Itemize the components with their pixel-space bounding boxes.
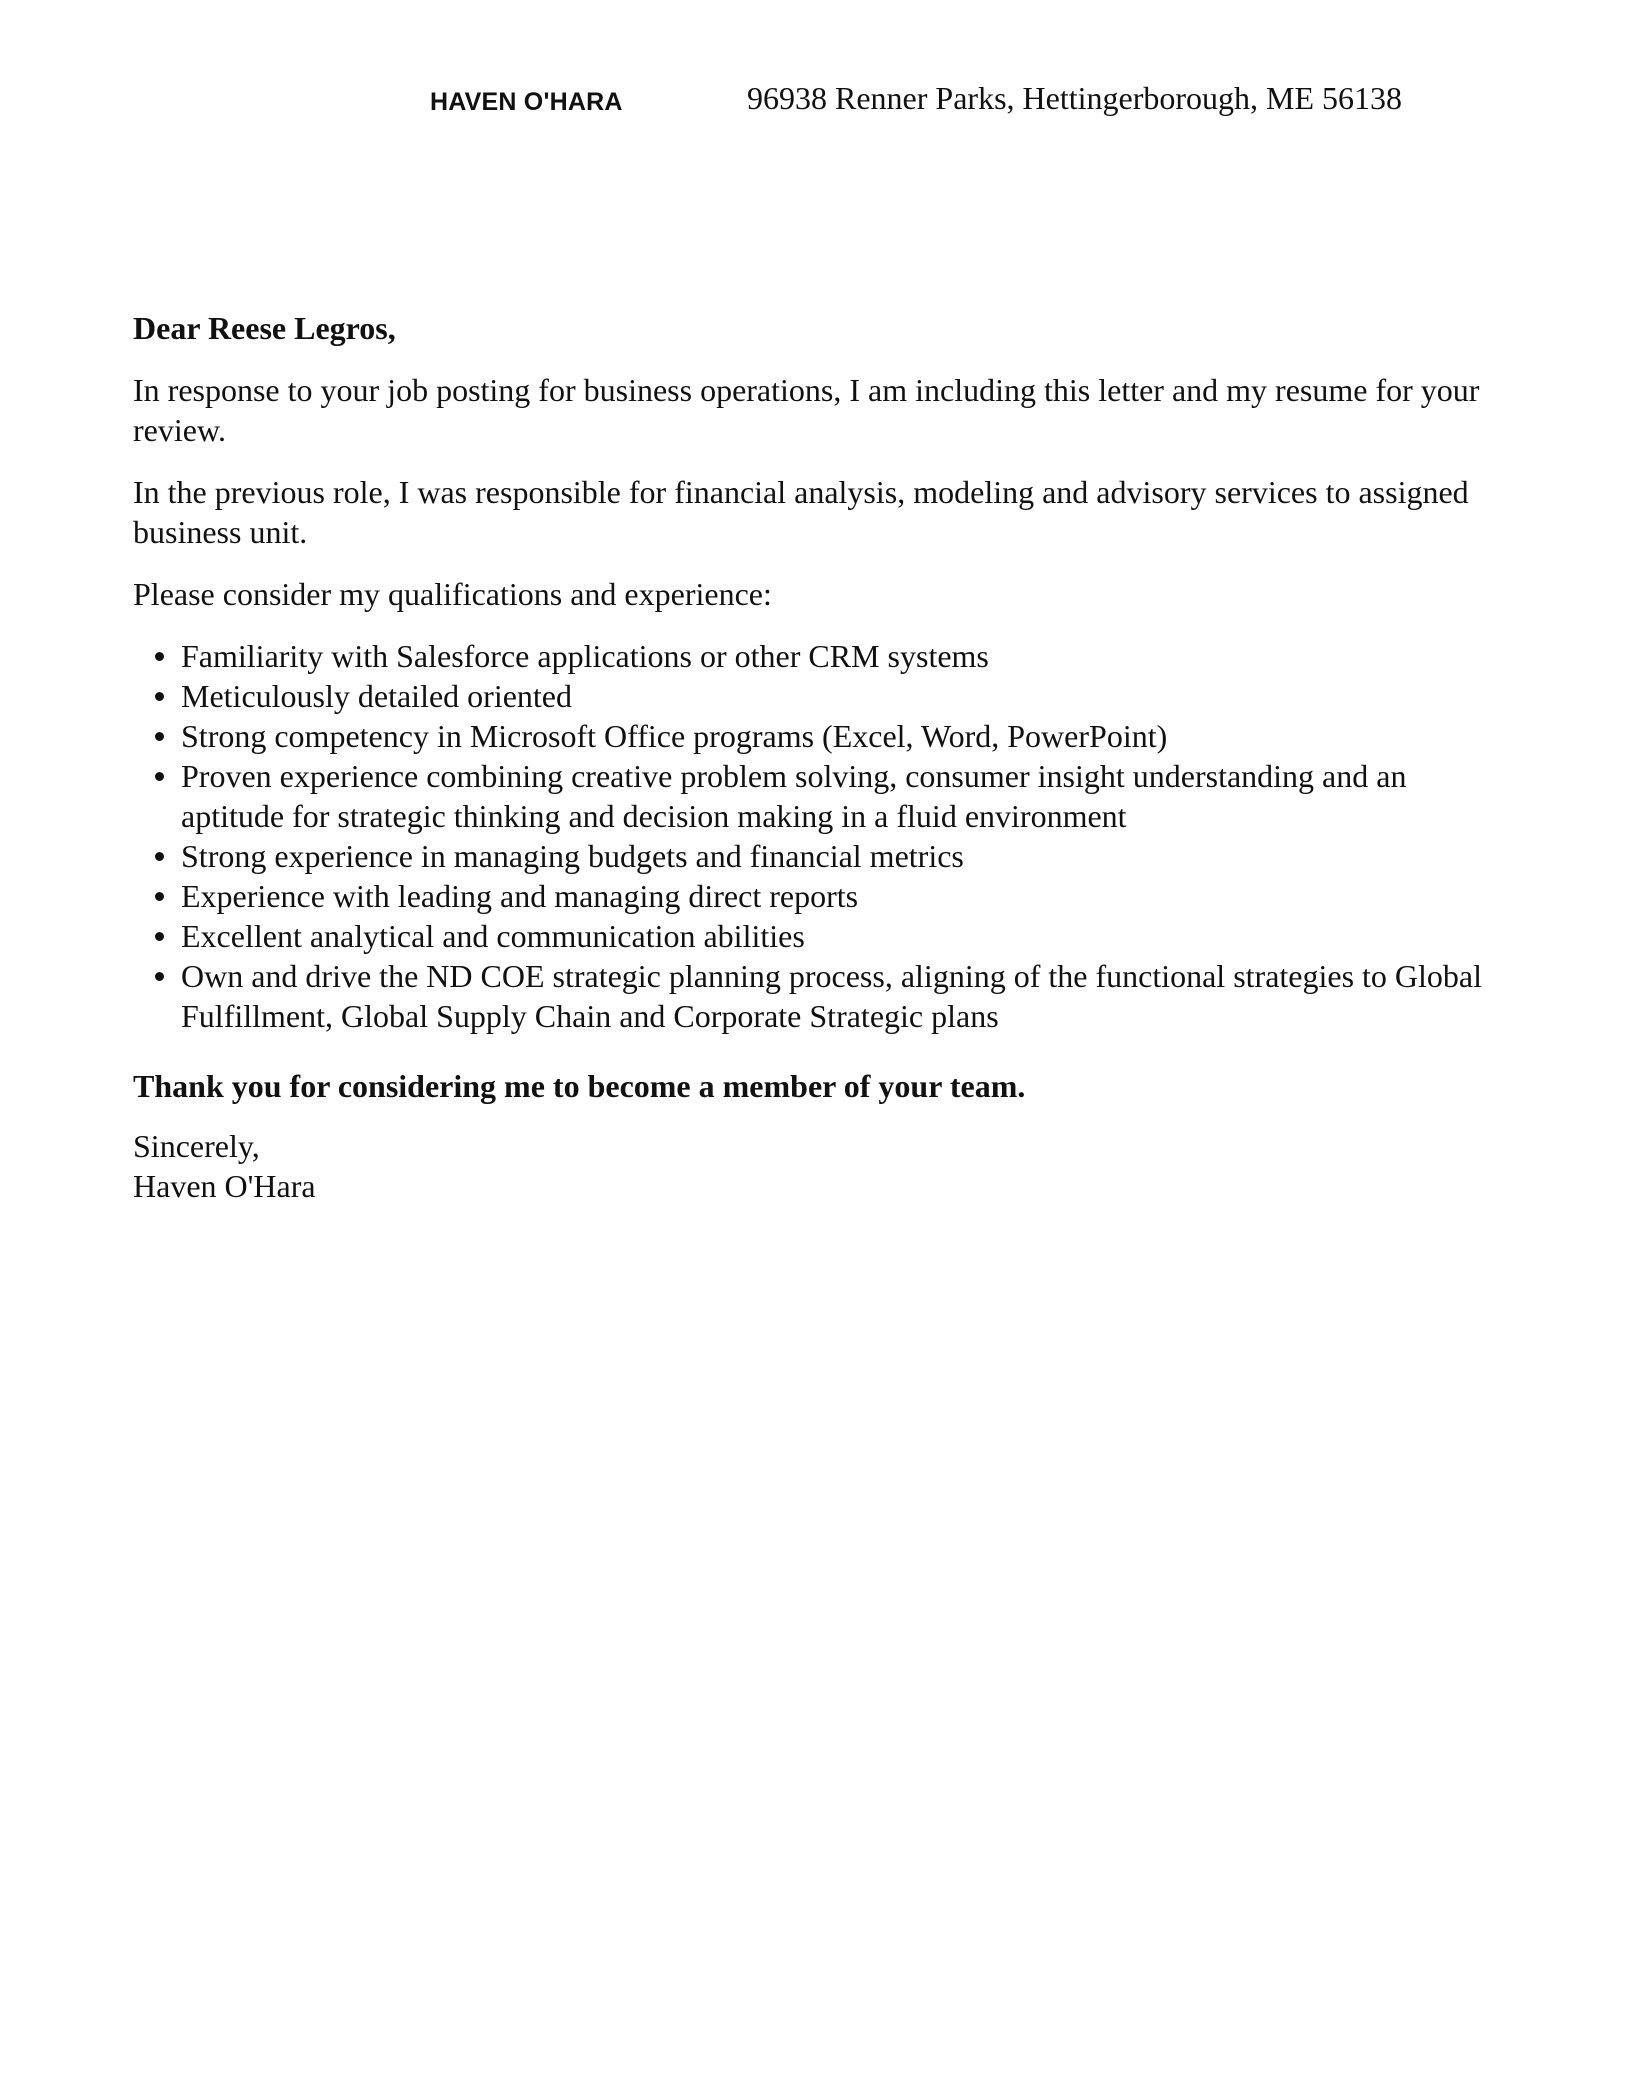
list-item-text: Own and drive the ND COE strategic planning process, aligning of the functional strategies to Global Fulfillment, Global Supply Chain and Corporate Strategic plans xyxy=(181,958,1483,1034)
list-item-text: Familiarity with Salesforce applications or other CRM systems xyxy=(181,638,989,674)
bullet-dot xyxy=(155,772,164,781)
list-item-text: Strong experience in managing budgets and financial metrics xyxy=(181,838,964,874)
list-item xyxy=(181,636,1493,676)
bullet-dot xyxy=(155,732,164,741)
letter-header xyxy=(0,80,1632,130)
list-item xyxy=(181,756,1493,836)
list-item xyxy=(181,676,1493,716)
letter-body xyxy=(133,308,1493,1206)
list-item-text: Proven experience combining creative problem solving, consumer insight understanding and an aptitude for strategic thinking and decision making in a fluid environment xyxy=(181,758,1407,834)
bullet-dot xyxy=(155,932,164,941)
list-item xyxy=(181,916,1493,956)
intro-paragraph: In response to your job posting for business operations, I am including this letter and my resume for your review. xyxy=(133,372,1480,448)
salutation: Dear Reese Legros, xyxy=(133,310,396,346)
bullet-dot xyxy=(155,852,164,861)
list-item-text: Meticulously detailed oriented xyxy=(181,678,572,714)
list-item xyxy=(181,956,1493,1036)
signature-name: Haven O'Hara xyxy=(133,1168,316,1204)
list-item-text: Excellent analytical and communication abilities xyxy=(181,918,805,954)
qualifications-lead-paragraph: Please consider my qualifications and experience: xyxy=(133,576,772,612)
bullet-dot xyxy=(155,892,164,901)
sender-name: HAVEN O'HARA xyxy=(430,88,623,116)
list-item-text: Experience with leading and managing direct reports xyxy=(181,878,859,914)
bullet-dot xyxy=(155,972,164,981)
signoff: Sincerely, xyxy=(133,1128,260,1164)
sender-address: 96938 Renner Parks, Hettingerborough, ME 56138 xyxy=(747,80,1403,116)
list-item xyxy=(181,716,1493,756)
list-item-text: Strong competency in Microsoft Office programs (Excel, Word, PowerPoint) xyxy=(181,718,1168,754)
list-item xyxy=(181,836,1493,876)
bullet-dot xyxy=(155,652,164,661)
qualifications-list xyxy=(133,636,1493,1036)
previous-role-paragraph: In the previous role, I was responsible for financial analysis, modeling and advisory services to assigned business unit. xyxy=(133,474,1469,550)
list-item xyxy=(181,876,1493,916)
closing-statement: Thank you for considering me to become a member of your team. xyxy=(133,1068,1026,1104)
bullet-dot xyxy=(155,692,164,701)
